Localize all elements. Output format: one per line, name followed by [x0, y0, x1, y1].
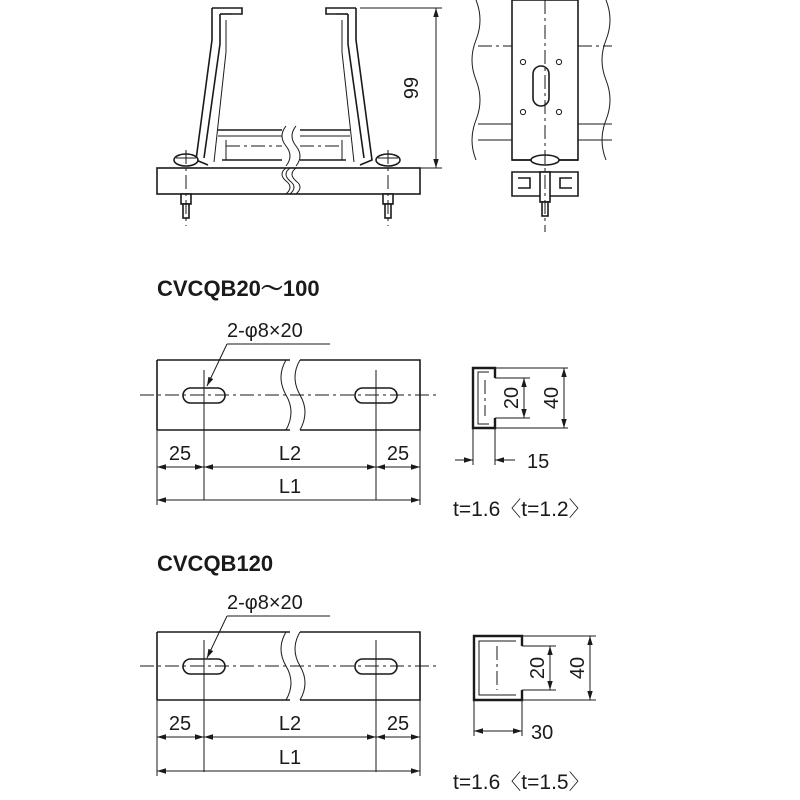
section-a-profile-width: 15 — [527, 451, 550, 473]
height-dim-label: 99 — [401, 76, 423, 100]
section-b-dim-mid: L2 — [278, 713, 302, 735]
section-b-dim-left: 25 — [168, 713, 192, 735]
section-a-hole-label: 2-φ8×20 — [227, 320, 303, 342]
section-a-dim-total: L1 — [278, 476, 302, 498]
section-a — [140, 276, 590, 521]
section-a-dim-mid: L2 — [278, 443, 302, 465]
section-a-dim-right: 25 — [386, 443, 410, 465]
section-a-dim-left: 25 — [168, 443, 192, 465]
section-b-hole-label: 2-φ8×20 — [227, 592, 303, 614]
section-b-dim-total: L1 — [278, 747, 302, 769]
section-b-profile-inner: 20 — [527, 656, 549, 680]
left-channel — [196, 8, 242, 165]
front-view — [157, 8, 442, 226]
section-a-title: CVCQB20〜100 — [157, 276, 320, 301]
section-b — [140, 551, 596, 794]
section-b-dim-right: 25 — [386, 713, 410, 735]
section-b-profile-width: 30 — [531, 722, 554, 744]
section-a-thickness: t=1.6〈t=1.2〉 — [453, 498, 590, 521]
section-b-title: CVCQB120 — [157, 551, 274, 576]
section-b-thickness: t=1.6〈t=1.5〉 — [453, 771, 590, 794]
section-a-profile-outer: 40 — [541, 386, 563, 410]
side-view — [472, 0, 612, 232]
section-a-profile-inner: 20 — [501, 386, 523, 410]
right-channel — [326, 8, 372, 165]
section-b-profile-outer: 40 — [567, 656, 589, 680]
section-a-profile — [455, 368, 568, 473]
section-b-profile — [474, 636, 596, 744]
base-plate — [157, 168, 420, 194]
